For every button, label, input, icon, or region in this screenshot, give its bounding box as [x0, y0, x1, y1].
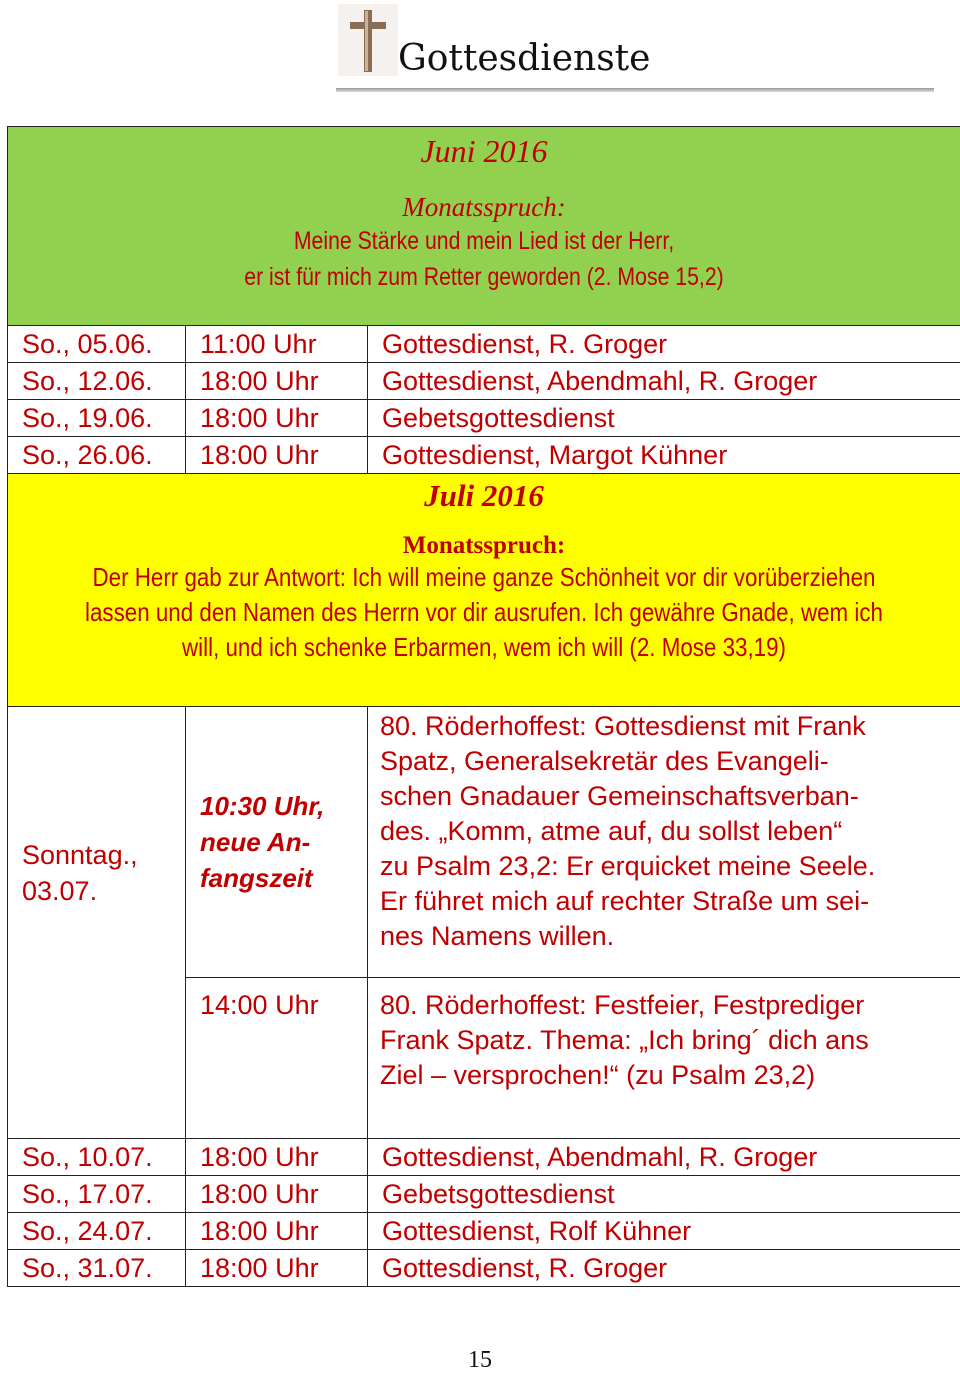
june-spruch-line: er ist für mich zum Retter geworden (2. Mose 15,2) [244, 263, 724, 291]
special-time-1 [186, 707, 368, 978]
special-desc-line: schen Gnadauer Gemeinschaftsverban- [380, 781, 859, 811]
june-month: Juni 2016 [420, 133, 548, 169]
july-header [8, 474, 960, 707]
june-spruch [91, 223, 876, 295]
event-time: 18:00 Uhr [186, 1176, 368, 1213]
event-row [8, 1213, 960, 1250]
event-time: 11:00 Uhr [186, 326, 368, 363]
special-desc-line: Spatz, Generalsekretär des Evangeli- [380, 746, 829, 776]
event-desc: Gottesdienst, Rolf Kühner [368, 1213, 960, 1250]
special-desc-line: zu Psalm 23,2: Er erquicket meine Seele. [380, 851, 876, 881]
event-date: So., 17.07. [8, 1176, 186, 1213]
event-row [8, 363, 960, 400]
special-desc-line: Ziel – versprochen!“ (zu Psalm 23,2) [380, 1060, 816, 1090]
july-spruch-line: will, und ich schenke Erbarmen, wem ich will (2. Mose 33,19) [182, 632, 786, 662]
event-desc: Gebetsgottesdienst [368, 400, 960, 437]
event-desc: Gebetsgottesdienst [368, 1176, 960, 1213]
event-time: 18:00 Uhr [186, 400, 368, 437]
event-time: 18:00 Uhr [186, 1250, 368, 1287]
special-desc-line: nes Namens willen. [380, 921, 615, 951]
event-desc: Gottesdienst, Abendmahl, R. Groger [368, 1139, 960, 1176]
header-rule [336, 88, 934, 92]
event-time: 18:00 Uhr [186, 1213, 368, 1250]
event-date: So., 24.07. [8, 1213, 186, 1250]
event-date: So., 31.07. [8, 1250, 186, 1287]
event-date: So., 26.06. [8, 437, 186, 474]
event-row [8, 1176, 960, 1213]
july-month: Juli 2016 [424, 478, 544, 513]
special-desc-line: 80. Röderhoffest: Festfeier, Festprediger [380, 990, 865, 1020]
event-date: So., 19.06. [8, 400, 186, 437]
june-spruch-label: Monatsspruch: [402, 192, 566, 222]
event-desc: Gottesdienst, Margot Kühner [368, 437, 960, 474]
page-number: 15 [468, 1347, 492, 1373]
event-row [8, 437, 960, 474]
july-spruch [78, 560, 890, 665]
event-desc: Gottesdienst, Abendmahl, R. Groger [368, 363, 960, 400]
special-date-line: Sonntag., [22, 840, 138, 870]
special-desc-line: Er führet mich auf rechter Straße um sei- [380, 886, 870, 916]
event-time: 18:00 Uhr [186, 1139, 368, 1176]
june-header [8, 127, 960, 326]
special-date [8, 707, 186, 1139]
special-row-1 [8, 707, 960, 978]
special-desc-line: Frank Spatz. Thema: „Ich bring´ dich ans [380, 1025, 869, 1055]
special-time-line: 10:30 Uhr, [200, 791, 325, 821]
event-time: 18:00 Uhr [186, 437, 368, 474]
special-desc-line: 80. Röderhoffest: Gottesdienst mit Frank [380, 711, 866, 741]
special-time-2: 14:00 Uhr [186, 978, 368, 1139]
event-row [8, 400, 960, 437]
july-spruch-line: Der Herr gab zur Antwort: Ich will meine ganze Schönheit vor dir vorüberziehen [92, 562, 876, 592]
event-time: 18:00 Uhr [186, 363, 368, 400]
event-row [8, 1250, 960, 1287]
event-date: So., 05.06. [8, 326, 186, 363]
july-spruch-label: Monatsspruch: [402, 532, 566, 559]
special-time-line: neue An- [200, 827, 311, 857]
schedule-table [7, 126, 960, 1287]
july-spruch-line: lassen und den Namen des Herrn vor dir ausrufen. Ich gewähre Gnade, wem ich [85, 597, 883, 627]
page-header [336, 2, 936, 97]
page-title: Gottesdienste [398, 38, 651, 79]
event-date: So., 10.07. [8, 1139, 186, 1176]
event-date: So., 12.06. [8, 363, 186, 400]
event-desc: Gottesdienst, R. Groger [368, 1250, 960, 1287]
special-time-line: fangszeit [200, 863, 313, 893]
event-row [8, 326, 960, 363]
event-desc: Gottesdienst, R. Groger [368, 326, 960, 363]
special-desc-2 [368, 978, 960, 1139]
special-date-line: 03.07. [22, 876, 98, 906]
cross-icon [338, 4, 398, 76]
special-desc-1 [368, 707, 960, 978]
special-desc-line: des. „Komm, atme auf, du sollst leben“ [380, 816, 843, 846]
june-spruch-line: Meine Stärke und mein Lied ist der Herr, [293, 227, 675, 255]
event-row [8, 1139, 960, 1176]
